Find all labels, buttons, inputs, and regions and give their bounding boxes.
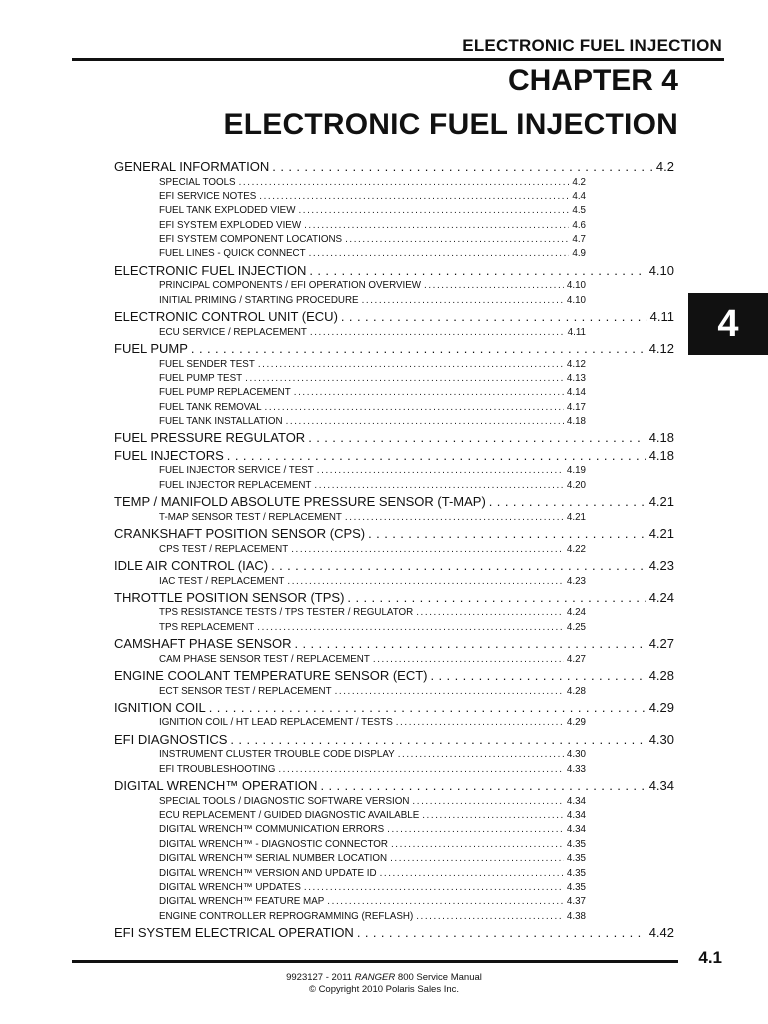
toc-entry-page: 4.28	[648, 668, 674, 684]
manual-model: RANGER	[354, 972, 396, 983]
chapter-tab: 4	[688, 293, 768, 355]
dot-leader	[257, 621, 564, 635]
toc-entry-label: DIGITAL WRENCH™ UPDATES	[159, 882, 301, 893]
toc-entry-page: 4.24	[648, 589, 674, 605]
toc-entry-label: TPS RESISTANCE TESTS / TPS TESTER / REGULATOR	[159, 607, 414, 619]
dot-leader	[489, 493, 646, 511]
footer	[0, 972, 768, 996]
running-head: ELECTRONIC FUEL INJECTION	[462, 36, 722, 55]
top-rule	[72, 58, 724, 61]
toc-entry-page: 4.30	[648, 731, 674, 747]
toc-entry-page: 4.21	[648, 526, 674, 542]
toc-entry-label: IDLE AIR CONTROL (IAC)	[114, 558, 269, 574]
dot-leader	[431, 667, 646, 685]
toc-entry-page: 4.34	[566, 824, 586, 836]
toc-entry-page: 4.25	[566, 621, 586, 633]
toc-subsection-entry[interactable]	[114, 606, 586, 620]
dot-leader	[362, 294, 564, 308]
toc-subsection-entry[interactable]	[114, 621, 586, 635]
toc-entry-page: 4.35	[566, 867, 586, 879]
toc-entry-page: 4.18	[648, 430, 674, 446]
toc-entry-page: 4.2	[572, 176, 586, 188]
dot-leader	[309, 247, 570, 261]
dot-leader	[357, 924, 646, 942]
toc-entry-label: DIGITAL WRENCH™ OPERATION	[114, 778, 318, 794]
toc-section-entry[interactable]	[114, 308, 674, 326]
toc-entry-page: 4.12	[648, 341, 674, 357]
toc-entry-label: FUEL TANK INSTALLATION	[159, 416, 283, 428]
toc-section-entry[interactable]	[114, 557, 674, 575]
toc-subsection-entry[interactable]	[114, 326, 586, 340]
toc-entry-label: ENGINE CONTROLLER REPROGRAMMING (REFLASH)	[159, 910, 414, 922]
toc-entry-label: EFI DIAGNOSTICS	[114, 731, 228, 747]
toc-entry-page: 4.19	[566, 465, 586, 477]
toc-entry-label: ELECTRONIC CONTROL UNIT (ECU)	[114, 309, 338, 325]
toc-subsection-entry[interactable]	[114, 358, 586, 372]
toc-subsection-entry[interactable]	[114, 795, 586, 809]
dot-leader	[368, 525, 646, 543]
toc-entry-label: CAM PHASE SENSOR TEST / REPLACEMENT	[159, 653, 370, 665]
toc-entry-label: EFI TROUBLESHOOTING	[159, 763, 276, 775]
dot-leader	[287, 575, 564, 589]
toc-section-entry[interactable]	[114, 699, 674, 717]
dot-leader	[412, 795, 564, 809]
toc-subsection-entry[interactable]	[114, 910, 586, 924]
dot-leader	[387, 823, 564, 837]
toc-entry-page: 4.23	[648, 558, 674, 574]
toc-subsection-entry[interactable]	[114, 809, 586, 823]
toc-entry-label: TPS REPLACEMENT	[159, 621, 255, 633]
toc-entry-page: 4.7	[572, 234, 586, 246]
toc-entry-page: 4.11	[567, 326, 586, 338]
dot-leader	[298, 204, 569, 218]
toc-section-entry[interactable]	[114, 589, 674, 607]
dot-leader	[422, 809, 564, 823]
toc-subsection-entry[interactable]	[114, 279, 586, 293]
toc-subsection-entry[interactable]	[114, 190, 586, 204]
toc-entry-page: 4.27	[566, 653, 586, 665]
toc-entry-label: DIGITAL WRENCH™ - DIAGNOSTIC CONNECTOR	[159, 838, 388, 850]
dot-leader	[271, 557, 646, 575]
toc-entry-page: 4.33	[566, 763, 586, 775]
toc-subsection-entry[interactable]	[114, 763, 586, 777]
dot-leader	[209, 699, 646, 717]
manual-prefix: 9923127 - 2011	[286, 972, 355, 983]
dot-leader	[245, 372, 564, 386]
toc-entry-page: 4.10	[566, 280, 586, 292]
toc-section-entry[interactable]	[114, 262, 674, 280]
toc-entry-label: FUEL INJECTOR REPLACEMENT	[159, 479, 312, 491]
toc-entry-page: 4.35	[566, 853, 586, 865]
dot-leader	[230, 731, 645, 749]
dot-leader	[304, 881, 564, 895]
toc-entry-label: SPECIAL TOOLS	[159, 176, 236, 188]
toc-subsection-entry[interactable]	[114, 852, 586, 866]
chapter-title: ELECTRONIC FUEL INJECTION	[223, 108, 678, 141]
dot-leader	[345, 233, 569, 247]
toc-entry-label: FUEL PRESSURE REGULATOR	[114, 430, 306, 446]
toc-entry-label: FUEL PUMP REPLACEMENT	[159, 387, 291, 399]
toc-section-entry[interactable]	[114, 667, 674, 685]
dot-leader	[294, 635, 645, 653]
toc-entry-page: 4.35	[566, 838, 586, 850]
dot-leader	[304, 219, 569, 233]
toc-entry-page: 4.29	[648, 699, 674, 715]
toc-entry-page: 4.18	[648, 447, 674, 463]
toc-subsection-entry[interactable]	[114, 219, 586, 233]
toc-entry-label: T-MAP SENSOR TEST / REPLACEMENT	[159, 511, 342, 523]
toc-entry-label: SPECIAL TOOLS / DIAGNOSTIC SOFTWARE VERSION	[159, 795, 410, 807]
dot-leader	[373, 653, 564, 667]
toc-entry-page: 4.21	[648, 494, 674, 510]
toc-subsection-entry[interactable]	[114, 415, 586, 429]
toc-entry-page: 4.42	[648, 925, 674, 941]
toc-entry-page: 4.6	[572, 219, 586, 231]
dot-leader	[259, 190, 569, 204]
dot-leader	[347, 589, 645, 607]
toc-subsection-entry[interactable]	[114, 867, 586, 881]
toc-entry-page: 4.27	[648, 636, 674, 652]
toc-entry-page: 4.35	[566, 882, 586, 893]
dot-leader	[291, 543, 564, 557]
toc-section-entry[interactable]	[114, 525, 674, 543]
toc-entry-page: 4.34	[648, 778, 674, 794]
dot-leader	[396, 716, 564, 730]
toc-entry-label: EFI SYSTEM COMPONENT LOCATIONS	[159, 234, 343, 246]
toc-entry-label: EFI SYSTEM ELECTRICAL OPERATION	[114, 925, 354, 941]
toc-subsection-entry[interactable]	[114, 464, 586, 478]
toc-section-entry[interactable]	[114, 429, 674, 447]
toc-entry-label: ENGINE COOLANT TEMPERATURE SENSOR (ECT)	[114, 668, 428, 684]
toc-subsection-entry[interactable]	[114, 543, 586, 557]
dot-leader	[294, 386, 564, 400]
toc-entry-page: 4.11	[649, 309, 674, 325]
toc-subsection-entry[interactable]	[114, 294, 586, 308]
toc-entry-page: 4.29	[566, 717, 586, 729]
toc-entry-page: 4.37	[566, 896, 586, 908]
toc-entry-label: TEMP / MANIFOLD ABSOLUTE PRESSURE SENSOR (T-MAP)	[114, 494, 486, 510]
toc-entry-page: 4.10	[648, 262, 674, 278]
toc-subsection-entry[interactable]	[114, 716, 586, 730]
dot-leader	[272, 158, 653, 176]
toc-subsection-entry[interactable]	[114, 247, 586, 261]
toc-entry-label: CRANKSHAFT POSITION SENSOR (CPS)	[114, 526, 366, 542]
toc-section-entry[interactable]	[114, 447, 674, 465]
toc-subsection-entry[interactable]	[114, 233, 586, 247]
toc-entry-label: PRINCIPAL COMPONENTS / EFI OPERATION OVERVIEW	[159, 280, 422, 292]
toc-entry-page: 4.38	[566, 910, 586, 922]
dot-leader	[380, 867, 564, 881]
toc-section-entry[interactable]	[114, 493, 674, 511]
dot-leader	[239, 176, 570, 190]
dot-leader	[416, 910, 564, 924]
toc-entry-label: FUEL TANK EXPLODED VIEW	[159, 205, 296, 217]
toc-entry-label: INSTRUMENT CLUSTER TROUBLE CODE DISPLAY	[159, 749, 395, 761]
dot-leader	[314, 479, 564, 493]
toc-subsection-entry[interactable]	[114, 386, 586, 400]
toc-subsection-entry[interactable]	[114, 838, 586, 852]
toc-section-entry[interactable]	[114, 924, 674, 942]
toc-entry-page: 4.28	[566, 685, 586, 697]
dot-leader	[345, 511, 564, 525]
toc-subsection-entry[interactable]	[114, 575, 586, 589]
dot-leader	[227, 447, 646, 465]
toc-entry-label: INITIAL PRIMING / STARTING PROCEDURE	[159, 294, 359, 306]
toc-entry-label: IGNITION COIL / HT LEAD REPLACEMENT / TESTS	[159, 717, 393, 729]
toc-entry-label: FUEL PUMP TEST	[159, 372, 243, 384]
toc-subsection-entry[interactable]	[114, 479, 586, 493]
toc-entry-page: 4.17	[566, 401, 586, 413]
toc-entry-label: DIGITAL WRENCH™ COMMUNICATION ERRORS	[159, 824, 385, 836]
toc-entry-label: CAMSHAFT PHASE SENSOR	[114, 636, 292, 652]
toc-entry-label: ECT SENSOR TEST / REPLACEMENT	[159, 685, 332, 697]
toc-section-entry[interactable]	[114, 635, 674, 653]
toc-entry-label: CPS TEST / REPLACEMENT	[159, 543, 289, 555]
dot-leader	[191, 340, 646, 358]
dot-leader	[309, 262, 645, 280]
dot-leader	[308, 429, 645, 447]
toc-entry-label: EFI SERVICE NOTES	[159, 190, 257, 202]
toc-entry-page: 4.18	[566, 416, 586, 428]
toc-entry-page: 4.24	[566, 607, 586, 619]
toc-section-entry[interactable]	[114, 158, 674, 176]
dot-leader	[424, 279, 564, 293]
toc-entry-label: DIGITAL WRENCH™ SERIAL NUMBER LOCATION	[159, 853, 388, 865]
toc-section-entry[interactable]	[114, 340, 674, 358]
toc-subsection-entry[interactable]	[114, 748, 586, 762]
dot-leader	[398, 748, 564, 762]
toc-entry-label: FUEL INJECTOR SERVICE / TEST	[159, 465, 314, 477]
toc-entry-label: FUEL PUMP	[114, 341, 188, 357]
dot-leader	[278, 763, 564, 777]
toc-entry-page: 4.20	[566, 479, 586, 491]
toc-entry-page: 4.14	[566, 387, 586, 399]
toc-section-entry[interactable]	[114, 731, 674, 749]
bottom-rule	[72, 960, 678, 963]
manual-suffix: 800 Service Manual	[395, 972, 482, 983]
toc-entry-label: EFI SYSTEM EXPLODED VIEW	[159, 219, 302, 231]
toc-subsection-entry[interactable]	[114, 881, 586, 895]
toc-subsection-entry[interactable]	[114, 511, 586, 525]
dot-leader	[335, 685, 564, 699]
page-number: 4.1	[698, 948, 722, 967]
toc-section-entry[interactable]	[114, 777, 674, 795]
toc-entry-page: 4.34	[566, 795, 586, 807]
toc-subsection-entry[interactable]	[114, 823, 586, 837]
table-of-contents	[114, 158, 674, 942]
toc-entry-label: DIGITAL WRENCH™ VERSION AND UPDATE ID	[159, 867, 377, 879]
dot-leader	[390, 852, 564, 866]
copyright: © Copyright 2010 Polaris Sales Inc.	[308, 984, 460, 995]
dot-leader	[258, 358, 564, 372]
toc-subsection-entry[interactable]	[114, 204, 586, 218]
dot-leader	[320, 777, 645, 795]
toc-entry-label: FUEL INJECTORS	[114, 447, 224, 463]
toc-entry-label: ECU REPLACEMENT / GUIDED DIAGNOSTIC AVAILABLE	[159, 810, 420, 822]
toc-subsection-entry[interactable]	[114, 372, 586, 386]
toc-entry-label: THROTTLE POSITION SENSOR (TPS)	[114, 589, 345, 605]
toc-entry-label: IAC TEST / REPLACEMENT	[159, 575, 285, 587]
toc-entry-label: DIGITAL WRENCH™ FEATURE MAP	[159, 896, 325, 908]
toc-entry-page: 4.4	[572, 190, 586, 202]
toc-entry-page: 4.30	[566, 749, 586, 761]
toc-entry-page: 4.34	[566, 810, 586, 822]
toc-subsection-entry[interactable]	[114, 895, 586, 909]
toc-entry-page: 4.22	[566, 543, 586, 555]
dot-leader	[391, 838, 564, 852]
toc-entry-page: 4.12	[566, 358, 586, 370]
toc-entry-page: 4.10	[566, 294, 586, 306]
toc-entry-label: GENERAL INFORMATION	[114, 159, 270, 174]
toc-subsection-entry[interactable]	[114, 653, 586, 667]
dot-leader	[286, 415, 564, 429]
toc-entry-label: FUEL TANK REMOVAL	[159, 401, 262, 413]
toc-subsection-entry[interactable]	[114, 176, 586, 190]
dot-leader	[265, 401, 564, 415]
toc-entry-label: ELECTRONIC FUEL INJECTION	[114, 262, 307, 278]
toc-entry-page: 4.13	[566, 372, 586, 384]
manual-title	[0, 972, 768, 984]
toc-subsection-entry[interactable]	[114, 685, 586, 699]
toc-entry-label: IGNITION COIL	[114, 699, 206, 715]
toc-entry-page: 4.23	[566, 575, 586, 587]
toc-entry-page: 4.5	[572, 205, 586, 217]
toc-entry-page: 4.9	[572, 248, 586, 260]
chapter-label: CHAPTER 4	[507, 64, 678, 97]
dot-leader	[310, 326, 565, 340]
dot-leader	[317, 464, 564, 478]
toc-entry-label: ECU SERVICE / REPLACEMENT	[159, 326, 307, 338]
dot-leader	[327, 895, 564, 909]
toc-entry-label: FUEL LINES - QUICK CONNECT	[159, 248, 306, 260]
toc-entry-label: FUEL SENDER TEST	[159, 358, 255, 370]
toc-subsection-entry[interactable]	[114, 401, 586, 415]
toc-entry-page: 4.21	[566, 511, 586, 523]
dot-leader	[341, 308, 647, 326]
dot-leader	[416, 606, 564, 620]
toc-entry-page: 4.2	[655, 159, 674, 174]
